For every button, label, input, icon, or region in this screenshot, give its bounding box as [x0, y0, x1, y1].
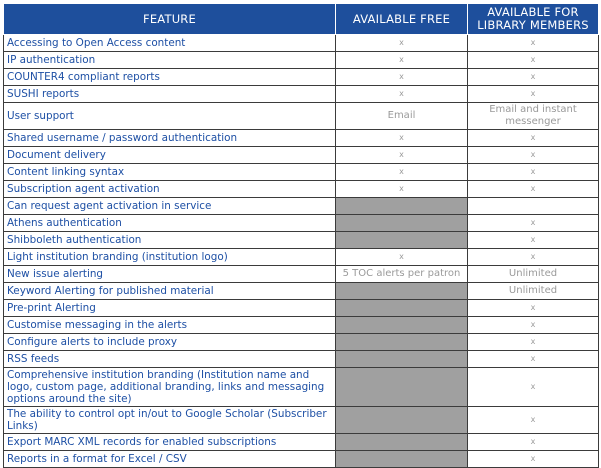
table-row — [4, 283, 599, 300]
feature-name: Shibboleth authentication — [4, 232, 336, 249]
free-unavailable-cell — [336, 215, 468, 232]
feature-name: COUNTER4 compliant reports — [4, 69, 336, 86]
table-row — [4, 181, 599, 198]
library-value: Email and instant messenger — [468, 103, 599, 130]
free-value: x — [336, 52, 468, 69]
feature-name: Reports in a format for Excel / CSV — [4, 451, 336, 468]
feature-name: New issue alerting — [4, 266, 336, 283]
free-unavailable-cell — [336, 300, 468, 317]
feature-name: Accessing to Open Access content — [4, 35, 336, 52]
feature-name: Subscription agent activation — [4, 181, 336, 198]
library-value: x — [468, 130, 599, 147]
free-value: x — [336, 86, 468, 103]
table-row — [4, 130, 599, 147]
table-row — [4, 451, 599, 468]
free-value: x — [336, 130, 468, 147]
feature-name: Export MARC XML records for enabled subscriptions — [4, 434, 336, 451]
free-value: x — [336, 69, 468, 86]
header-available-free: AVAILABLE FREE — [336, 4, 468, 35]
feature-name: Athens authentication — [4, 215, 336, 232]
library-value: x — [468, 334, 599, 351]
free-value: x — [336, 147, 468, 164]
table-row — [4, 69, 599, 86]
free-value: Email — [336, 103, 468, 130]
feature-name: Document delivery — [4, 147, 336, 164]
free-unavailable-cell — [336, 368, 468, 407]
table-row — [4, 52, 599, 69]
library-value: x — [468, 249, 599, 266]
feature-name: Configure alerts to include proxy — [4, 334, 336, 351]
feature-name: The ability to control opt in/out to Google Scholar (Subscriber Links) — [4, 407, 336, 434]
library-value: x — [468, 215, 599, 232]
free-value: 5 TOC alerts per patron — [336, 266, 468, 283]
table-row — [4, 249, 599, 266]
free-unavailable-cell — [336, 451, 468, 468]
library-value: Unlimited — [468, 266, 599, 283]
feature-name: Content linking syntax — [4, 164, 336, 181]
table-row — [4, 86, 599, 103]
feature-name: RSS feeds — [4, 351, 336, 368]
free-unavailable-cell — [336, 283, 468, 300]
feature-name: Light institution branding (institution logo) — [4, 249, 336, 266]
free-unavailable-cell — [336, 334, 468, 351]
free-value: x — [336, 35, 468, 52]
table-row — [4, 407, 599, 434]
table-row — [4, 334, 599, 351]
table-row — [4, 300, 599, 317]
feature-comparison-table — [3, 3, 599, 468]
header-feature: FEATURE — [4, 4, 336, 35]
feature-name: Pre-print Alerting — [4, 300, 336, 317]
table-row — [4, 434, 599, 451]
feature-name: Shared username / password authentication — [4, 130, 336, 147]
library-value: x — [468, 317, 599, 334]
feature-name: User support — [4, 103, 336, 130]
library-value: x — [468, 451, 599, 468]
table-row — [4, 317, 599, 334]
library-value: Unlimited — [468, 283, 599, 300]
free-value: x — [336, 164, 468, 181]
free-unavailable-cell — [336, 317, 468, 334]
feature-name: Keyword Alerting for published material — [4, 283, 336, 300]
feature-name: SUSHI reports — [4, 86, 336, 103]
table-row — [4, 147, 599, 164]
free-value: x — [336, 181, 468, 198]
free-unavailable-cell — [336, 232, 468, 249]
table-row — [4, 368, 599, 407]
library-value: x — [468, 434, 599, 451]
table-row — [4, 35, 599, 52]
table-row — [4, 103, 599, 130]
free-unavailable-cell — [336, 434, 468, 451]
library-value: x — [468, 300, 599, 317]
header-row — [4, 4, 599, 35]
library-value: x — [468, 351, 599, 368]
library-value: x — [468, 181, 599, 198]
feature-name: Customise messaging in the alerts — [4, 317, 336, 334]
table-row — [4, 351, 599, 368]
library-value: x — [468, 407, 599, 434]
library-empty-cell — [468, 198, 599, 215]
table-row — [4, 215, 599, 232]
library-value: x — [468, 52, 599, 69]
table-row — [4, 198, 599, 215]
feature-name: Comprehensive institution branding (Institution name and logo, custom page, additional branding, links and messaging options around the site) — [4, 368, 336, 407]
feature-name: IP authentication — [4, 52, 336, 69]
free-unavailable-cell — [336, 198, 468, 215]
library-value: x — [468, 164, 599, 181]
free-unavailable-cell — [336, 351, 468, 368]
feature-name: Can request agent activation in service — [4, 198, 336, 215]
library-value: x — [468, 232, 599, 249]
library-value: x — [468, 69, 599, 86]
free-value: x — [336, 249, 468, 266]
table-row — [4, 232, 599, 249]
library-value: x — [468, 147, 599, 164]
free-unavailable-cell — [336, 407, 468, 434]
library-value: x — [468, 35, 599, 52]
table-row — [4, 266, 599, 283]
table-row — [4, 164, 599, 181]
library-value: x — [468, 86, 599, 103]
library-value: x — [468, 368, 599, 407]
header-available-library-members: AVAILABLE FOR LIBRARY MEMBERS — [468, 4, 599, 35]
